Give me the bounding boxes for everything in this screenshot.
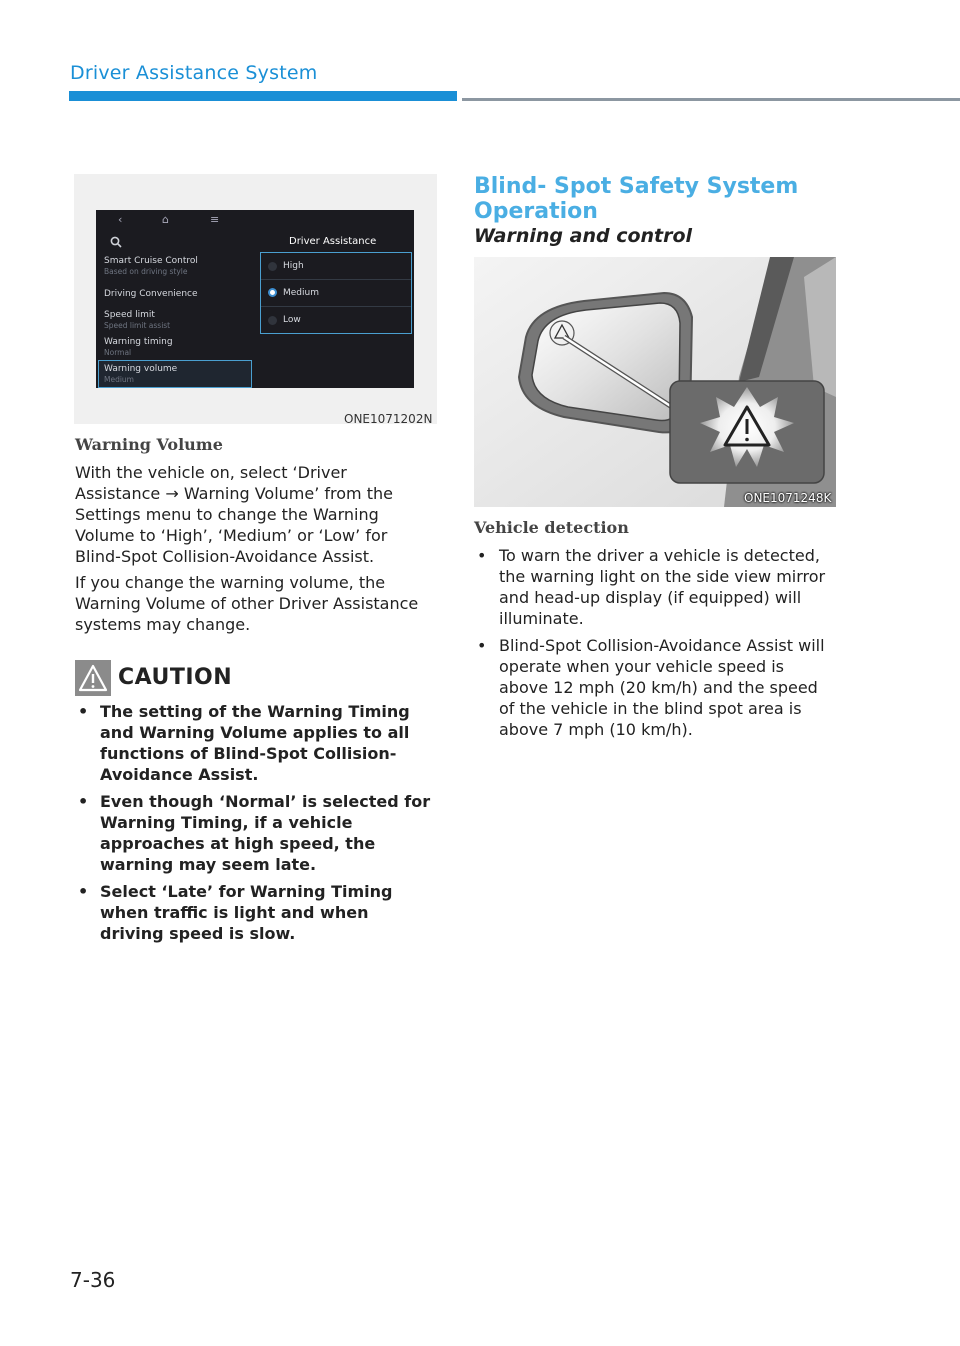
option-medium: Medium xyxy=(283,288,319,298)
section-subtitle: Warning and control xyxy=(474,225,693,247)
warning-volume-paragraph: With the vehicle on, select ‘Driver Assistance → Warning Volume’ from the Settings menu to change the Warning Volume to ‘High’, ‘Medium’ or ‘Low’ for Blind-Spot Collision-Avoidance Assist. xyxy=(75,463,393,566)
list-item: • The setting of the Warning Timing and Warning Volume applies to all functions of Blind-Spot Collision-Avoidance Assist. xyxy=(75,701,437,785)
screen-topbar xyxy=(96,210,414,230)
side-mirror-illustration xyxy=(474,257,836,507)
radio-medium-selected xyxy=(268,288,277,297)
header-accent-bar xyxy=(69,91,457,101)
screen-title: Driver Assistance xyxy=(289,236,377,247)
section-title: Blind- Spot Safety System Operation xyxy=(474,174,799,224)
menu-item-warning-timing: Warning timing Normal xyxy=(104,337,173,357)
warning-volume-heading: Warning Volume xyxy=(75,435,223,454)
caution-list xyxy=(75,701,437,950)
page-number: 7-36 xyxy=(70,1268,116,1292)
list-item: • Even though ‘Normal’ is selected for Warning Timing, if a vehicle approaches at high speed, the warning may seem late. xyxy=(75,791,437,875)
radio-high xyxy=(268,262,277,271)
option-divider xyxy=(261,306,411,307)
menu-item-warning-volume: Warning volume Medium xyxy=(104,364,178,384)
radio-low xyxy=(268,316,277,325)
caution-label: CAUTION xyxy=(118,665,233,690)
infotainment-screen xyxy=(96,210,414,388)
menu-icon: ≡ xyxy=(210,213,220,226)
home-icon: ⌂ xyxy=(162,213,169,226)
section-header-title: Driver Assistance System xyxy=(70,62,318,84)
figure-id: ONE1071248K xyxy=(744,491,832,505)
volume-options-panel xyxy=(260,252,412,334)
caution-icon xyxy=(75,660,111,696)
list-item: • Blind-Spot Collision-Avoidance Assist will operate when your vehicle speed is above 12 mph (20 km/h) and the speed of the vehicle in the blind spot area is above 7 mph (10 km/h). xyxy=(474,635,834,740)
vehicle-detection-heading: Vehicle detection xyxy=(474,518,629,537)
option-divider xyxy=(261,279,411,280)
side-mirror-figure xyxy=(474,257,836,507)
menu-item-driving-convenience: Driving Convenience xyxy=(104,289,198,299)
search-icon xyxy=(110,236,122,248)
back-icon: ‹ xyxy=(118,213,123,226)
settings-screen-figure xyxy=(74,174,437,424)
warning-volume-note: If you change the warning volume, the Warning Volume of other Driver Assistance systems may change. xyxy=(75,573,419,634)
option-high: High xyxy=(283,261,304,271)
menu-item-speed-limit: Speed limit Speed limit assist xyxy=(104,310,171,330)
list-item: • Select ‘Late’ for Warning Timing when traffic is light and when driving speed is slow. xyxy=(75,881,437,944)
list-item: • To warn the driver a vehicle is detected, the warning light on the side view mirror and head-up display (if equipped) will illuminate. xyxy=(474,545,834,629)
figure-id: ONE1071202N xyxy=(344,412,433,426)
vehicle-detection-list xyxy=(474,545,834,746)
header-rule xyxy=(462,98,960,101)
option-low: Low xyxy=(283,315,301,325)
menu-item-smart-cruise: Smart Cruise Control Based on driving style xyxy=(104,256,198,276)
